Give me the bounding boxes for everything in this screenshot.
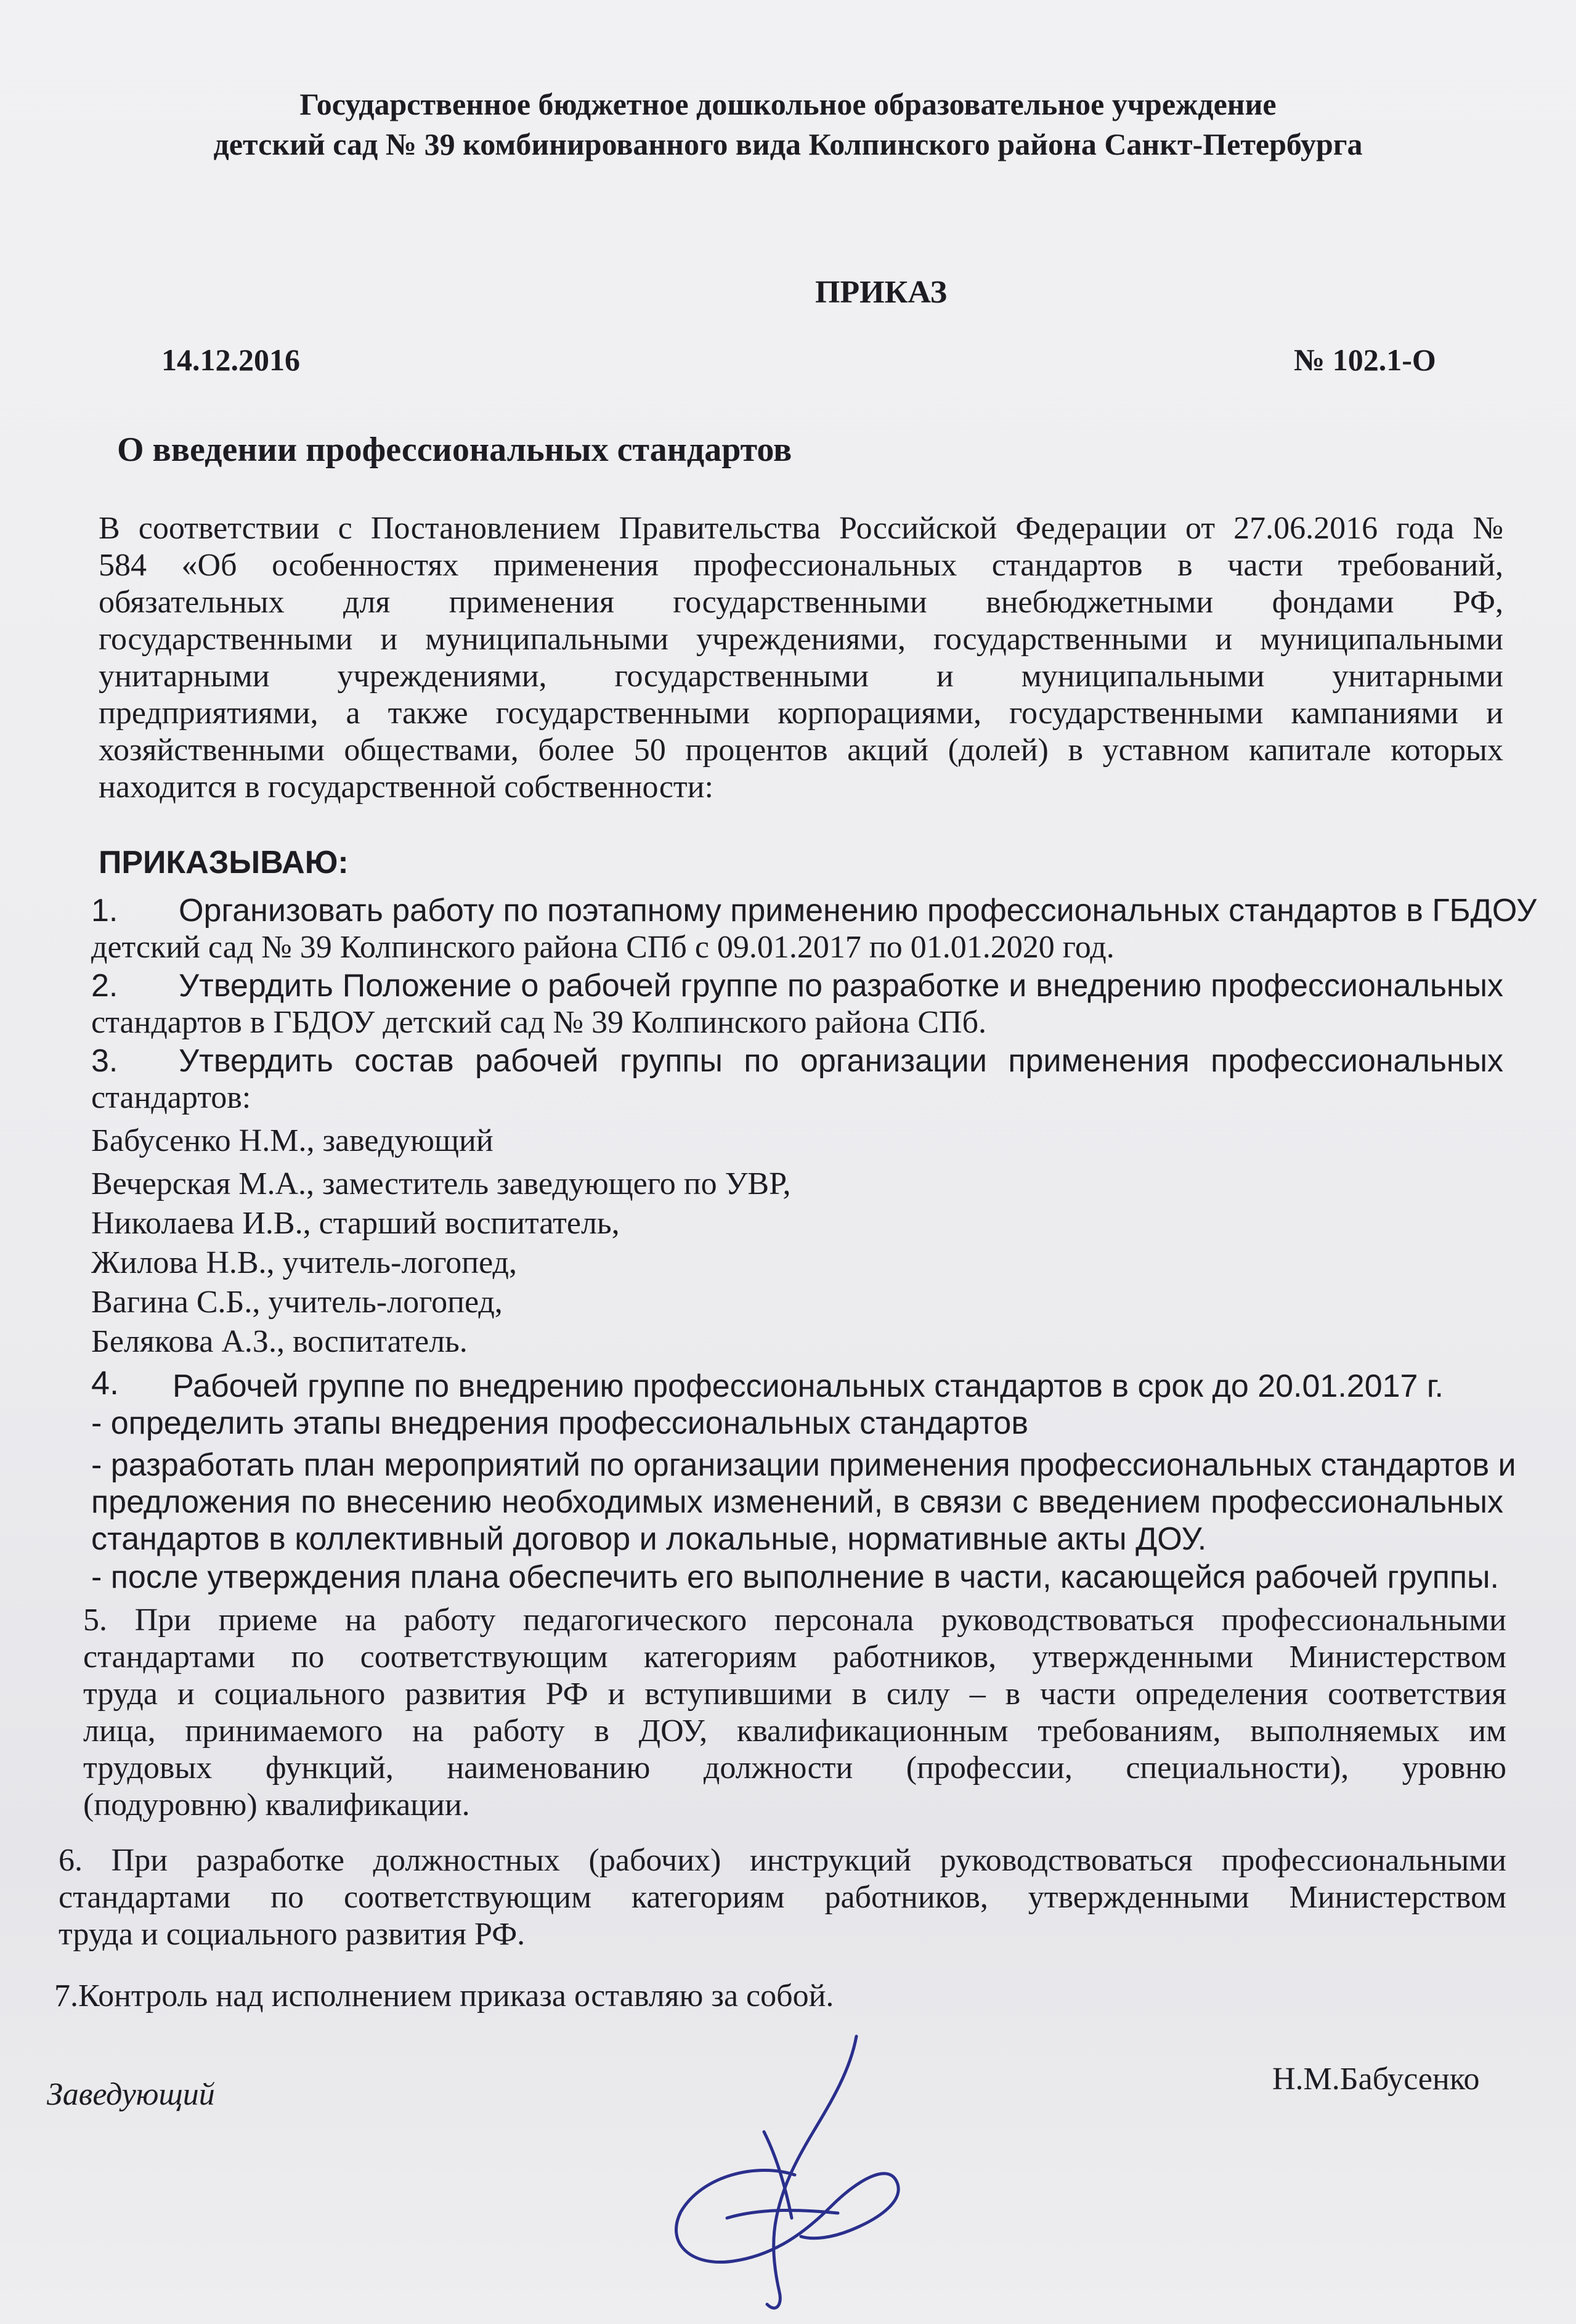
item-4-number: 4.	[91, 1365, 120, 1402]
work-group-member: Вагина С.Б., учитель-логопед,	[91, 1285, 503, 1320]
item-4-subitem	[91, 1447, 1516, 1558]
item-1	[179, 892, 1537, 929]
item-3-line: Утвердить состав рабочей группы по организации применения профессиональных	[179, 1043, 1503, 1079]
item-5-line: трудовых функций, наименованию должности (профессии, специальности), уровню	[83, 1750, 1506, 1786]
item-7: 7.Контроль над исполнением приказа оставляю за собой.	[54, 1978, 834, 2013]
preamble-line: В соответствии с Постановлением Правительства Российской Федерации от 27.06.2016 года №	[99, 511, 1503, 546]
preamble-line: 584 «Об особенностях применения профессиональных стандартов в части требований,	[99, 548, 1503, 583]
preamble-line: обязательных для применения государственными внебюджетными фондами РФ,	[99, 585, 1503, 620]
item-2	[179, 967, 1503, 1004]
order-number: № 102.1-О	[1294, 343, 1436, 377]
preamble-line: хозяйственными обществами, более 50 процентов акций (долей) в уставном капитале которых	[99, 733, 1503, 768]
directive-heading: ПРИКАЗЫВАЮ:	[99, 845, 349, 880]
item-5-line: труда и социального развития РФ и вступившими в силу – в части определения соответствия	[83, 1676, 1506, 1712]
work-group-member: Николаева И.В., старший воспитатель,	[91, 1206, 620, 1241]
preamble	[99, 510, 1503, 806]
item-1-line: детский сад № 39 Колпинского района СПб с 09.01.2017 по 01.01.2020 год.	[91, 930, 1115, 965]
work-group-member: Вечерская М.А., заместитель заведующего по УВР,	[91, 1166, 791, 1201]
preamble-line: предприятиями, а также государственными корпорациями, государственными кампаниями и	[99, 696, 1503, 731]
preamble-line: унитарными учреждениями, государственными и муниципальными унитарными	[99, 659, 1503, 694]
signatory-position: Заведующий	[47, 2077, 215, 2112]
work-group-member: Бабусенко Н.М., заведующий	[91, 1123, 494, 1158]
item-1-number: 1.	[91, 893, 118, 928]
item-2-line: Утвердить Положение о рабочей группе по разработке и внедрению профессиональных	[179, 968, 1503, 1004]
order-date: 14.12.2016	[161, 343, 300, 377]
item-4-subitem: - определить этапы внедрения профессиональных стандартов	[91, 1405, 1028, 1441]
item-2-number: 2.	[91, 968, 118, 1004]
preamble-line: находится в государственной собственности:	[99, 770, 713, 805]
item-3-line: стандартов:	[91, 1080, 251, 1115]
item-5-line: (подуровню) квалификации.	[83, 1787, 470, 1822]
item-5-line: лица, принимаемого на работу в ДОУ, квалификационным требованиям, выполняемых им	[83, 1713, 1506, 1749]
item-6-line: стандартами по соответствующим категориям работников, утвержденными Министерством	[59, 1880, 1506, 1915]
item-1-line: Организовать работу по поэтапному применению профессиональных стандартов в ГБДОУ	[179, 893, 1537, 928]
signatory-name: Н.М.Бабусенко	[1272, 2062, 1480, 2097]
work-group-member: Белякова А.З., воспитатель.	[91, 1324, 468, 1359]
preamble-line: государственными и муниципальными учреждениями, государственными и муниципальными	[99, 622, 1503, 657]
item-4-subitem-line: предложения по внесению необходимых изменений, в связи с введением профессиональных	[91, 1484, 1503, 1520]
organization-name-line-1: Государственное бюджетное дошкольное образовательное учреждение	[299, 87, 1277, 121]
organization-name-line-2: детский сад № 39 комбинированного вида Колпинского района Санкт-Петербурга	[213, 127, 1363, 161]
item-3-number: 3.	[91, 1043, 118, 1079]
item-6-line: труда и социального развития РФ.	[59, 1917, 526, 1952]
document-title: ПРИКАЗ	[814, 275, 948, 310]
handwritten-signature	[653, 2033, 930, 2323]
item-6-line: 6. При разработке должностных (рабочих) инструкций руководствоваться профессиональными	[59, 1843, 1506, 1878]
order-subject: О введении профессиональных стандартов	[117, 431, 792, 469]
item-5	[83, 1602, 1506, 1824]
item-3	[179, 1042, 1503, 1079]
item-2-line: стандартов в ГБДОУ детский сад № 39 Колпинского района СПб.	[91, 1005, 987, 1040]
item-4-subitem: - после утверждения плана обеспечить его выполнение в части, касающейся рабочей группы.	[91, 1559, 1499, 1595]
item-4-line: Рабочей группе по внедрению профессиональных стандартов в срок до 20.01.2017 г.	[173, 1368, 1444, 1404]
item-6	[59, 1842, 1506, 1953]
item-5-line: стандартами по соответствующим категориям работников, утвержденными Министерством	[83, 1639, 1506, 1675]
item-4-subitem-line: - разработать план мероприятий по организации применения профессиональных стандартов и	[91, 1447, 1516, 1483]
item-4-subitem-line: стандартов в коллективный договор и локальные, нормативные акты ДОУ.	[91, 1521, 1207, 1557]
item-5-line: 5. При приеме на работу педагогического персонала руководствоваться профессиональными	[83, 1603, 1506, 1638]
work-group-member: Жилова Н.В., учитель-логопед,	[91, 1245, 517, 1280]
